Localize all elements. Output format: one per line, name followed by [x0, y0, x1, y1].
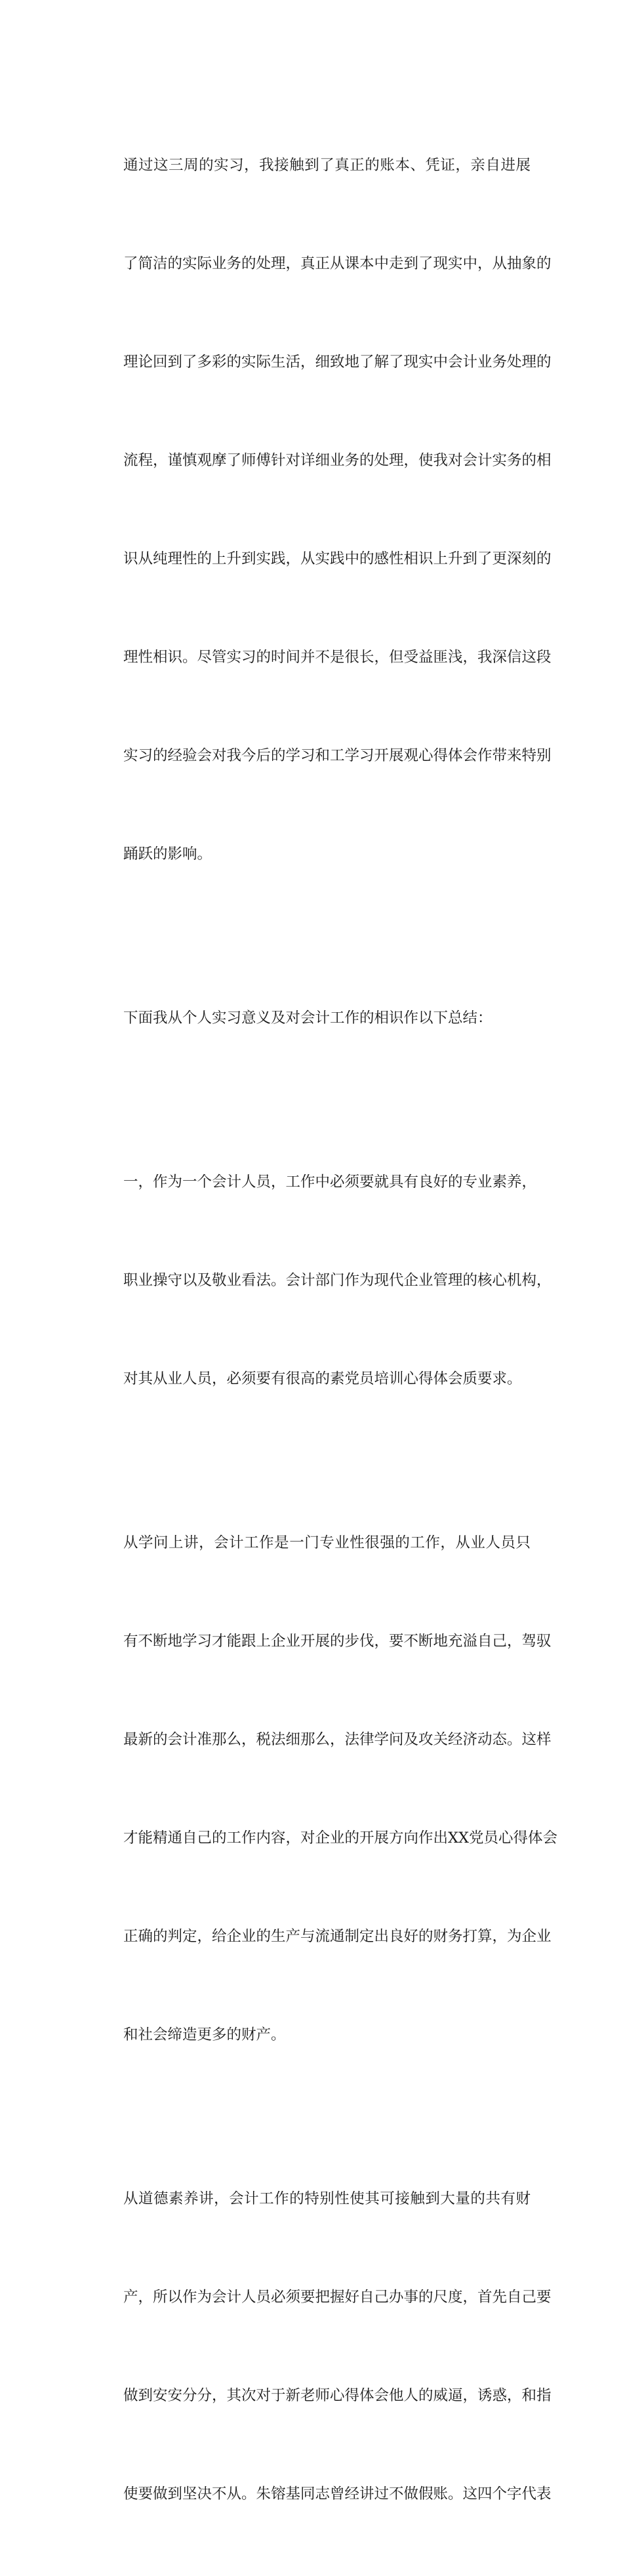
paragraph-internship-summary	[94, 83, 552, 936]
paragraph-summary-intro	[94, 936, 531, 1100]
text-line: 一，作为一个会计人员，工作中必须要就具有良好的专业素养，	[123, 1174, 537, 1191]
text-line: 识从纯理性的上升到实践，从实践中的感性相识上升到了更深刻的	[123, 550, 552, 567]
document-body	[94, 83, 558, 2576]
text-line: 最新的会计准那么，税法细那么，法律学问及攻关经济动态。这样	[123, 1731, 552, 1748]
text-line: 有不断地学习才能跟上企业开展的步伐，要不断地充溢自己，驾驭	[123, 1633, 552, 1650]
text-line: 踊跃的影响。	[123, 846, 212, 863]
text-line: 产，所以作为会计人员必须要把握好自己办事的尺度，首先自己要	[123, 2289, 552, 2306]
text-line: 实习的经验会对我今后的学习和工学习开展观心得体会作带来特别	[123, 747, 552, 764]
paragraph-knowledge	[94, 1461, 558, 2117]
text-line: 理论回到了多彩的实际生活，细致地了解了现实中会计业务处理的	[123, 354, 552, 371]
text-line: 通过这三周的实习，我接触到了真正的账本、凭证，亲自进展	[123, 157, 531, 174]
text-line: 和社会缔造更多的财产。	[123, 2026, 286, 2043]
text-line: 理性相识。尽管实习的时间并不是很长，但受益匪浅，我深信这段	[123, 649, 552, 666]
text-line: 从道德素养讲，会计工作的特别性使其可接触到大量的共有财	[123, 2190, 531, 2207]
text-line: 才能精通自己的工作内容，对企业的开展方向作出XX党员心得体会	[123, 1830, 558, 1847]
text-line: 对其从业人员，必须要有很高的素党员培训心得体会质要求。	[123, 1370, 522, 1387]
text-line: 职业操守以及敬业看法。会计部门作为现代企业管理的核心机构，	[123, 1272, 552, 1289]
text-line: 正确的判定，给企业的生产与流通制定出良好的财务打算，为企业	[123, 1928, 552, 1945]
text-line: 了简洁的实际业务的处理，真正从课本中走到了现实中，从抽象的	[123, 255, 552, 272]
paragraph-point-one	[94, 1100, 552, 1461]
text-line: 做到安安分分，其次对于新老师心得体会他人的威逼，诱惑，和指	[123, 2387, 552, 2404]
text-line: 从学问上讲，会计工作是一门专业性很强的工作，从业人员只	[123, 1534, 531, 1551]
text-line: 流程，谨慎观摩了师傅针对详细业务的处理，使我对会计实务的相	[123, 452, 552, 469]
text-line: 下面我从个人实习意义及对会计工作的相识作以下总结：	[123, 1010, 492, 1027]
paragraph-ethics	[94, 2117, 552, 2576]
text-line: 使要做到坚决不从。朱镕基同志曾经讲过不做假账。这四个字代表	[123, 2485, 552, 2503]
